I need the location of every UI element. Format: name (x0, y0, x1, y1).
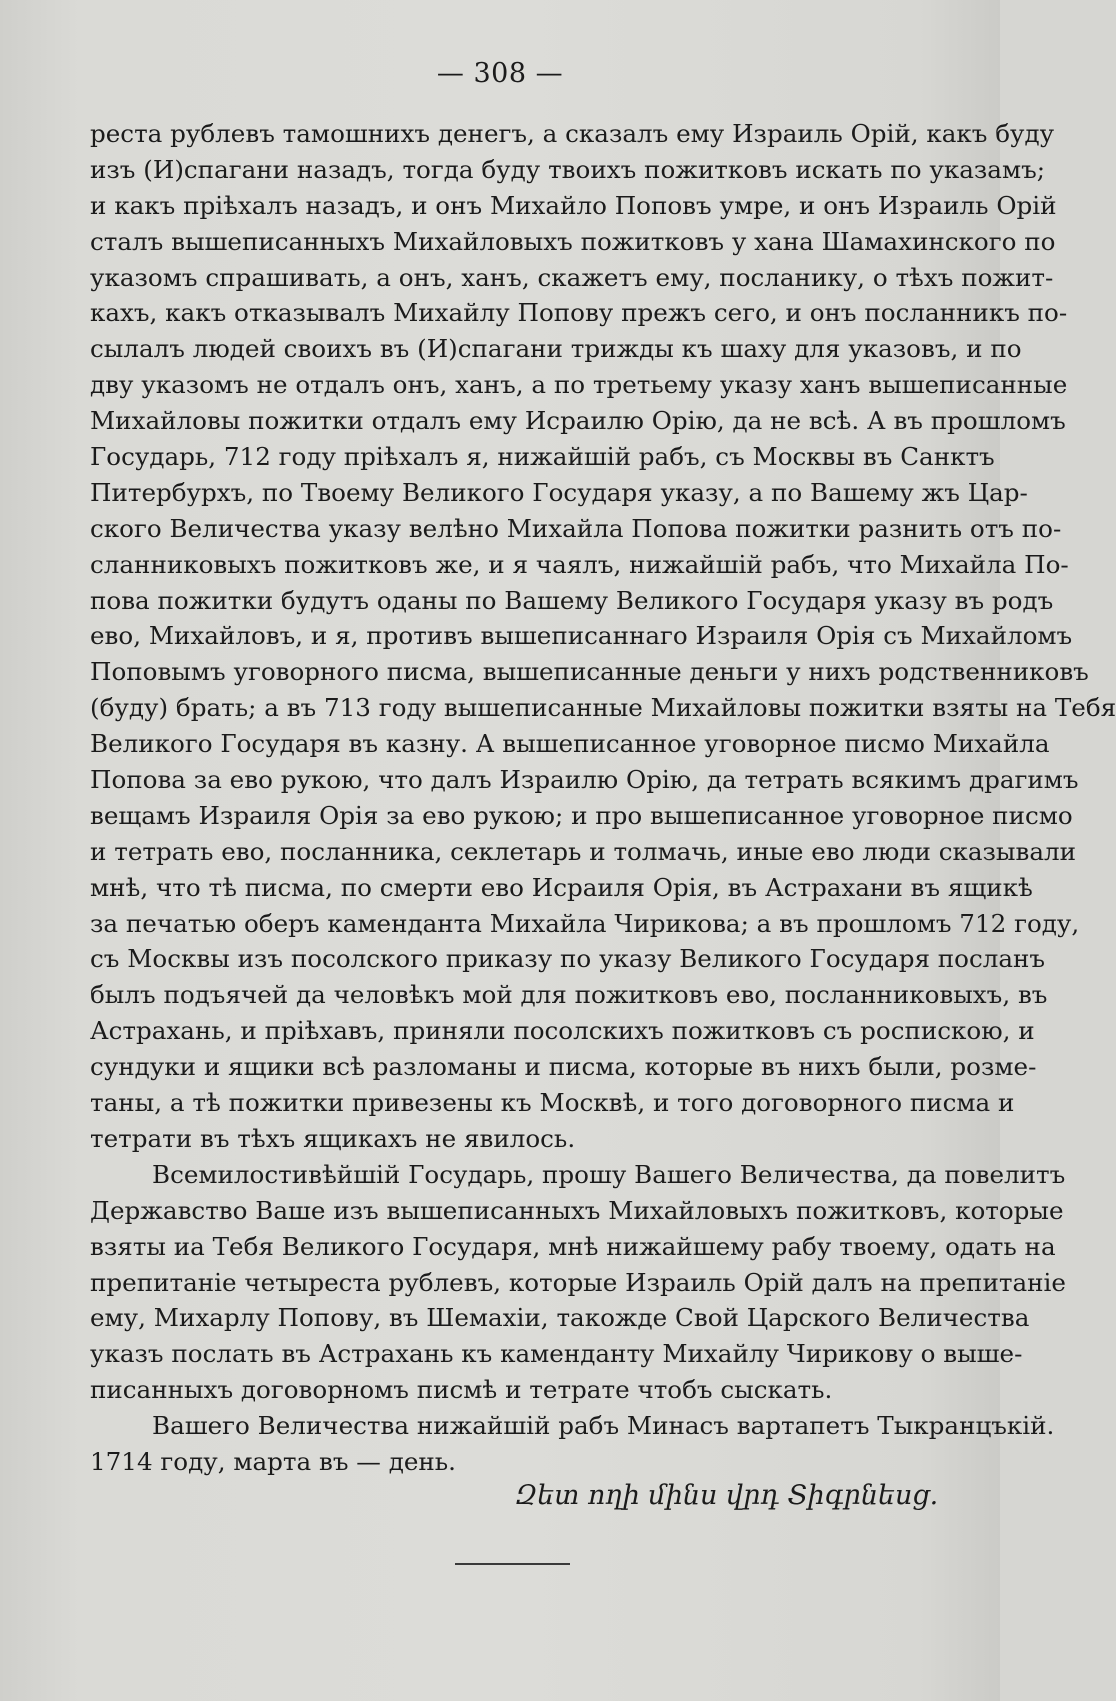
text-line: Вашего Величества нижайшій рабъ Минасъ вартапетъ Тыкранцъкій. (152, 1411, 1055, 1441)
text-line: вещамъ Израиля Орія за ево рукою; и про вышеписанное уговорное писмо (90, 800, 1073, 830)
text-line: таны, а тѣ пожитки привезены къ Москвѣ, и того договорного писма и (90, 1088, 1015, 1118)
text-line: пова пожитки будутъ оданы по Вашему Великого Государя указу въ родъ (90, 585, 1054, 615)
text-line: сундуки и ящики всѣ разломаны и писма, которые въ нихъ были, розме- (90, 1052, 1037, 1082)
text-line: кахъ, какъ отказывалъ Михайлу Попову прежъ сего, и онъ посланникъ по- (90, 298, 1068, 328)
text-line: Державство Ваше изъ вышеписанныхъ Михайловыхъ пожитковъ, которые (90, 1195, 1064, 1225)
text-line: писанныхъ договорномъ писмѣ и тетрате чтобъ сыскать. (90, 1375, 833, 1405)
text-line: (буду) брать; а въ 713 году вышеписанные Михайловы пожитки взяты на Тебя (90, 693, 1116, 723)
text-line: ского Величества указу велѣно Михайла Попова пожитки разнить отъ по- (90, 513, 1062, 543)
text-line: указомъ спрашивать, а онъ, ханъ, скажетъ ему, посланику, о тѣхъ пожит- (90, 262, 1054, 292)
text-line: Попова за ево рукою, что далъ Израилю Орію, да тетрать всякимъ драгимъ (90, 765, 1079, 795)
text-line: и тетрать ево, посланника, секлетарь и толмачь, иные ево люди сказывали (90, 836, 1077, 866)
text-line: указъ послать въ Астрахань къ камендaнту Михайлу Чирикову о выше- (90, 1339, 1023, 1369)
text-line: съ Москвы изъ посолского приказу по указу Великого Государя посланъ (90, 944, 1046, 974)
text-line: Великого Государя въ казну. А вышеписанное уговорное писмо Михайла (90, 729, 1050, 759)
armenian-signature: Զետ ողի մինս վրդ Տիգրնեսց. (515, 1480, 939, 1511)
text-line: мнѣ, что тѣ писма, по смерти ево Исраиля Орія, въ Астрахани въ ящикѣ (90, 872, 1033, 902)
text-line: Поповымъ уговорного писма, вышеписанные деньги у нихъ родственниковъ (90, 657, 1089, 687)
text-line: Астрахань, и пріѣхавъ, приняли посолскихъ пожитковъ съ роспискою, и (90, 1016, 1035, 1046)
page-number: — 308 — (436, 58, 564, 89)
text-line: Питербурхъ, по Твоему Великого Государя указу, а по Вашему жъ Цар- (90, 477, 1028, 507)
text-line: 1714 году, марта въ — день. (90, 1446, 456, 1476)
text-line: Государь, 712 году пріѣхалъ я, нижайшій рабъ, съ Москвы въ Санктъ (90, 442, 995, 472)
text-line: реста рублевъ тамошнихъ денегъ, а сказалъ ему Израиль Орій, какъ буду (90, 119, 1055, 148)
text-line: сталъ вышеписанныхъ Михайловыхъ пожитковъ у хана Шамахинского по (90, 226, 1056, 256)
text-line: препитаніе четыреста рублевъ, которые Израиль Орій далъ на препитаніе (90, 1267, 1066, 1297)
text-line: тетрати въ тѣхъ ящикахъ не явилось. (90, 1123, 576, 1153)
text-line: взяты иа Тебя Великого Государя, мнѣ нижайшему рабу твоему, одать на (90, 1231, 1056, 1261)
text-line: Михайловы пожитки отдалъ ему Исраилю Орію, да не всѣ. А въ прошломъ (90, 406, 1066, 436)
text-line: ево, Михайловъ, и я, противъ вышеписаннаго Израиля Орія съ Михайломъ (90, 621, 1073, 651)
text-line: и какъ пріѣхалъ назадъ, и онъ Михайло Поповъ умре, и онъ Израиль Орій (90, 190, 1057, 220)
text-line: былъ подъячей да человѣкъ мой для пожитковъ ево, посланниковыхъ, въ (90, 980, 1048, 1010)
text-line: Всемилостивѣйшій Государь, прошу Вашего Величества, да повелитъ (152, 1159, 1066, 1189)
text-line: за печатью оберъ камендaнта Михайла Чирикова; а въ прошломъ 712 году, (90, 908, 1080, 938)
text-line: дву указомъ не отдалъ онъ, ханъ, а по третьему указу ханъ вышеписанные (90, 370, 1068, 400)
closing-rule (455, 1563, 570, 1565)
body-text (90, 116, 1116, 1480)
text-line: изъ (И)спагани назадъ, тогда буду твоихъ пожитковъ искать по указамъ; (90, 154, 1046, 184)
text-line: сылалъ людей своихъ въ (И)спагани трижды къ шаху для указовъ, и по (90, 334, 1022, 364)
text-line: ему, Михарлу Попову, въ Шемахіи, такожде Свой Царского Величества (90, 1303, 1030, 1333)
text-line: сланниковыхъ пожитковъ же, и я чаялъ, нижайшій рабъ, что Михайла По- (90, 549, 1069, 579)
